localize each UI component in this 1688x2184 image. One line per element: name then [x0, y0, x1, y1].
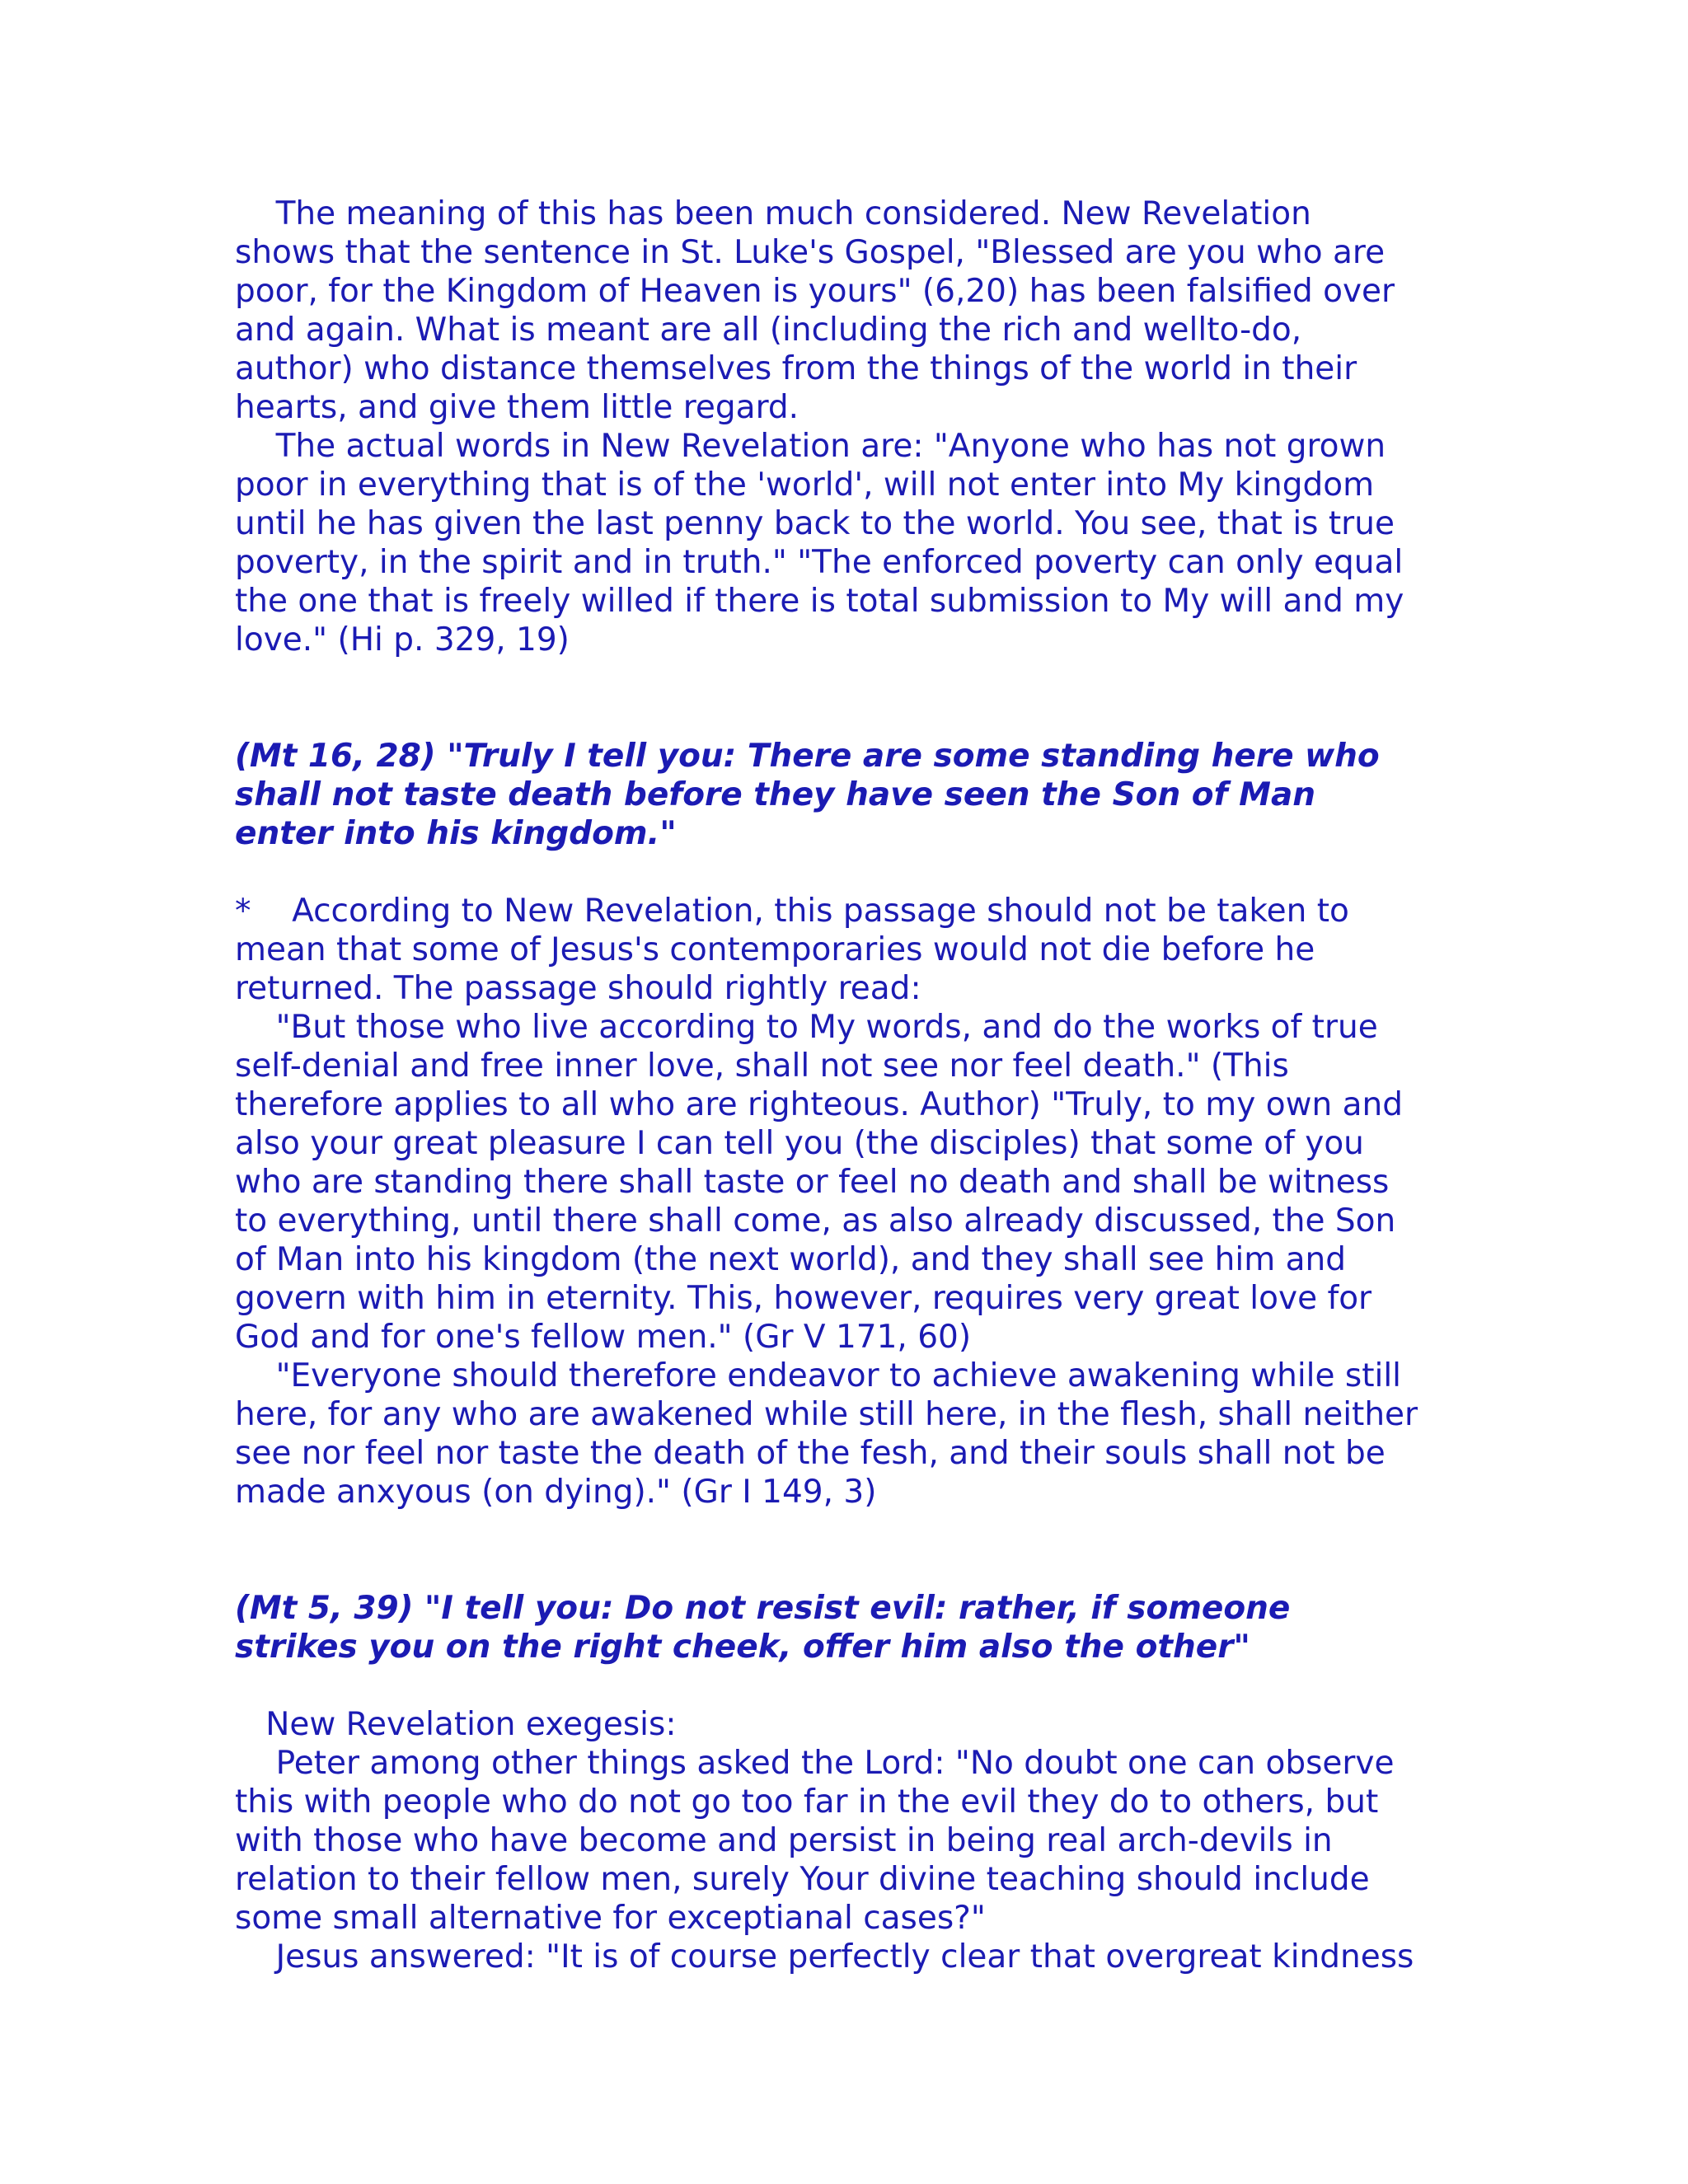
- paragraph-meaning: The meaning of this has been much considered. New Revelation shows that the sentence in St. Luke's Gospel, "Blessed are you who are poor, for the Kingdom of Heaven is yours" (6,20) has been falsified over and again. What is meant are all (including the rich and wellto-do, author) who distance themselves from the things of the world in their hearts, and give them little regard.: [235, 195, 1395, 426]
- document-page: [235, 194, 1504, 1976]
- heading-mt-5-39: (Mt 5, 39) "I tell you: Do not resist evil: rather, if someone strikes you on the right cheek, offer him also the other": [235, 1590, 1291, 1666]
- paragraph-peter-asked: Peter among other things asked the Lord: "No doubt one can observe this with people who do not go too far in the evil they do to others, but with those who have become and persist in being real arch-devils in relation to their fellow men, surely Your divine teaching should include some small alternative for exceptianal cases?": [235, 1745, 1395, 1937]
- paragraph-exegesis-label: New Revelation exegesis:: [235, 1706, 677, 1743]
- paragraph-actual-words: The actual words in New Revelation are: "Anyone who has not grown poor in everything that is of the 'world', will not enter into My kingdom until he has given the last penny back to the world. You see, that is true poverty, in the spirit and in truth." "The enforced poverty can only equal the one that is freely willed if there is total submission to My will and my love." (Hi p. 329, 19): [235, 428, 1404, 658]
- section-spacer: [235, 659, 1504, 737]
- paragraph-but-those: "But those who live according to My words, and do the works of true self-denial and free inner love, shall not see nor feel death." (This therefore applies to all who are righteous. Author) "Truly, to my own and also your great pleasure I can tell you (the disciples) that some of you who are standing there shall taste or feel no death and shall be witness to everything, until there shall come, as also already discussed, the Son of Man into his kingdom (the next world), and they shall see him and govern with him in eternity. This, however, requires very great love for God and for one's fellow men." (Gr V 171, 60): [235, 1009, 1403, 1356]
- section-spacer: [235, 853, 1504, 892]
- heading-mt-16-28: (Mt 16, 28) "Truly I tell you: There are some standing here who shall not taste death before they have seen the Son of Man enter into his kingdom.": [235, 738, 1380, 852]
- section-spacer: [235, 1666, 1504, 1705]
- paragraph-jesus-answered: Jesus answered: "It is of course perfectly clear that overgreat kindness: [235, 1938, 1414, 1975]
- paragraph-according-to: * According to New Revelation, this passage should not be taken to mean that some of Jesus's contemporaries would not die before he returned. The passage should rightly read:: [235, 893, 1349, 1007]
- paragraph-everyone-should: "Everyone should therefore endeavor to achieve awakening while still here, for any who are awakened while still here, in the flesh, shall neither see nor feel nor taste the death of the fesh, and their souls shall not be made anxyous (on dying)." (Gr I 149, 3): [235, 1357, 1418, 1511]
- section-spacer: [235, 1511, 1504, 1589]
